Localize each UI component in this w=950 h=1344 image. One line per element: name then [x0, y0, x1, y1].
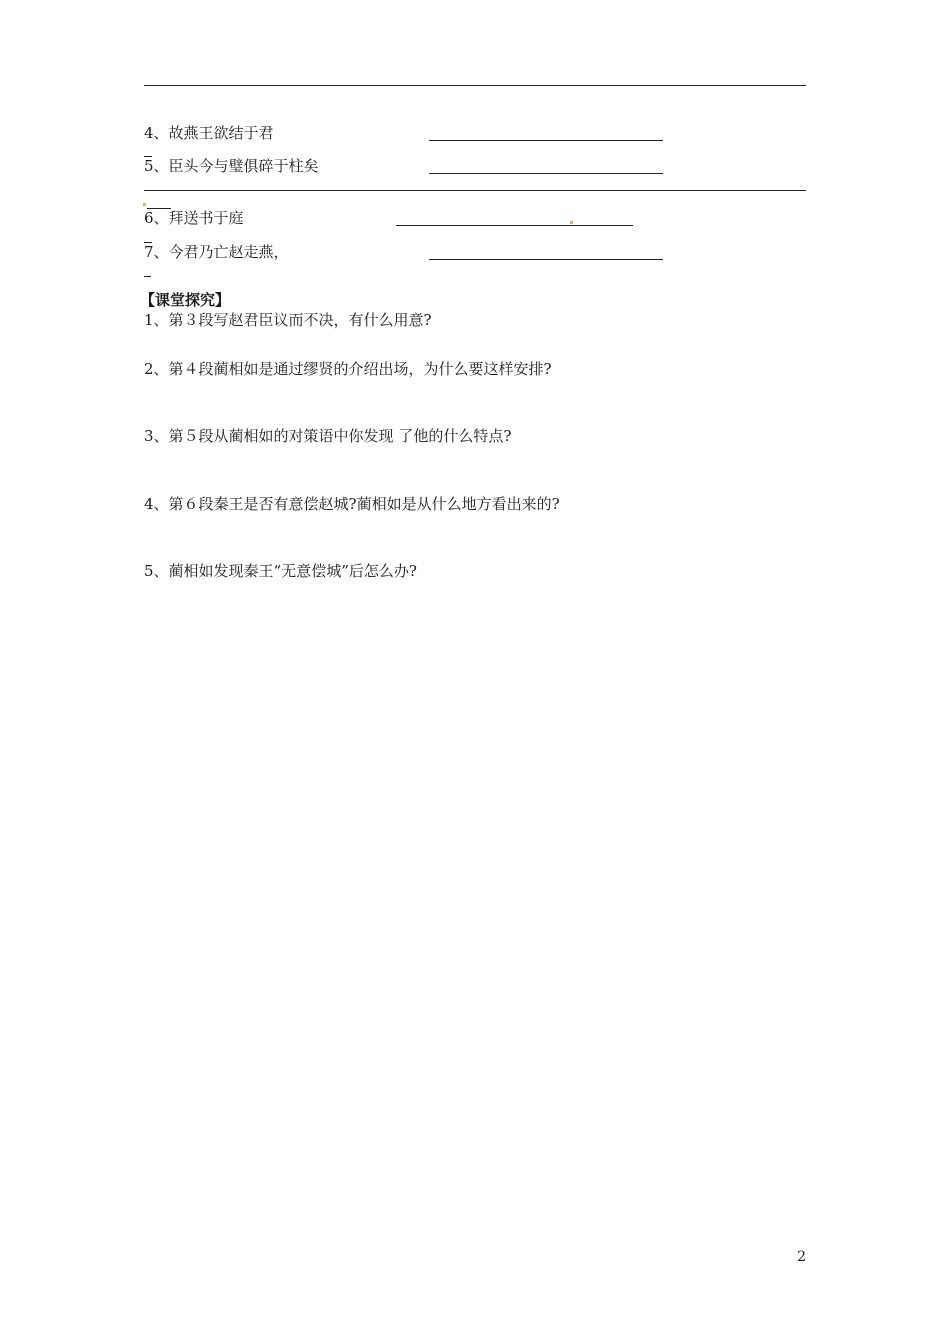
answer-blank-5 — [429, 173, 663, 174]
middle-divider-line — [144, 190, 806, 191]
answer-blank-4 — [429, 140, 663, 141]
question-1: 1、第３段写赵君臣议而不决，有什么用意? — [144, 311, 432, 329]
answer-blank-6 — [396, 225, 633, 226]
question-2: 2、第４段蔺相如是通过缪贤的介绍出场，为什么要这样安排? — [144, 360, 552, 378]
question-5: 5、蔺相如发现秦王“无意偿城”后怎么办? — [144, 562, 417, 580]
top-divider-line — [144, 85, 806, 86]
page-number: 2 — [797, 1249, 806, 1265]
question-3: 3、第５段从蔺相如的对策语中你发现 了他的什么特点? — [144, 427, 512, 445]
answer-blank-7 — [429, 259, 663, 260]
stray-mark — [570, 221, 573, 224]
translation-item-7: 7、今君乃亡赵走燕， — [144, 243, 289, 261]
translation-item-5: 5、臣头今与璧俱碎于柱矣 — [144, 157, 319, 175]
question-4: 4、第６段秦王是否有意偿赵城?蔺相如是从什么地方看出来的? — [144, 495, 560, 513]
stray-mark — [143, 203, 146, 206]
section-title: 【课堂探究】 — [140, 291, 231, 309]
stray-dash-mark — [144, 276, 151, 277]
translation-item-4: 4、故燕王欲结于君 — [144, 124, 274, 142]
translation-item-6: 6、拜送书于庭 — [144, 209, 244, 227]
